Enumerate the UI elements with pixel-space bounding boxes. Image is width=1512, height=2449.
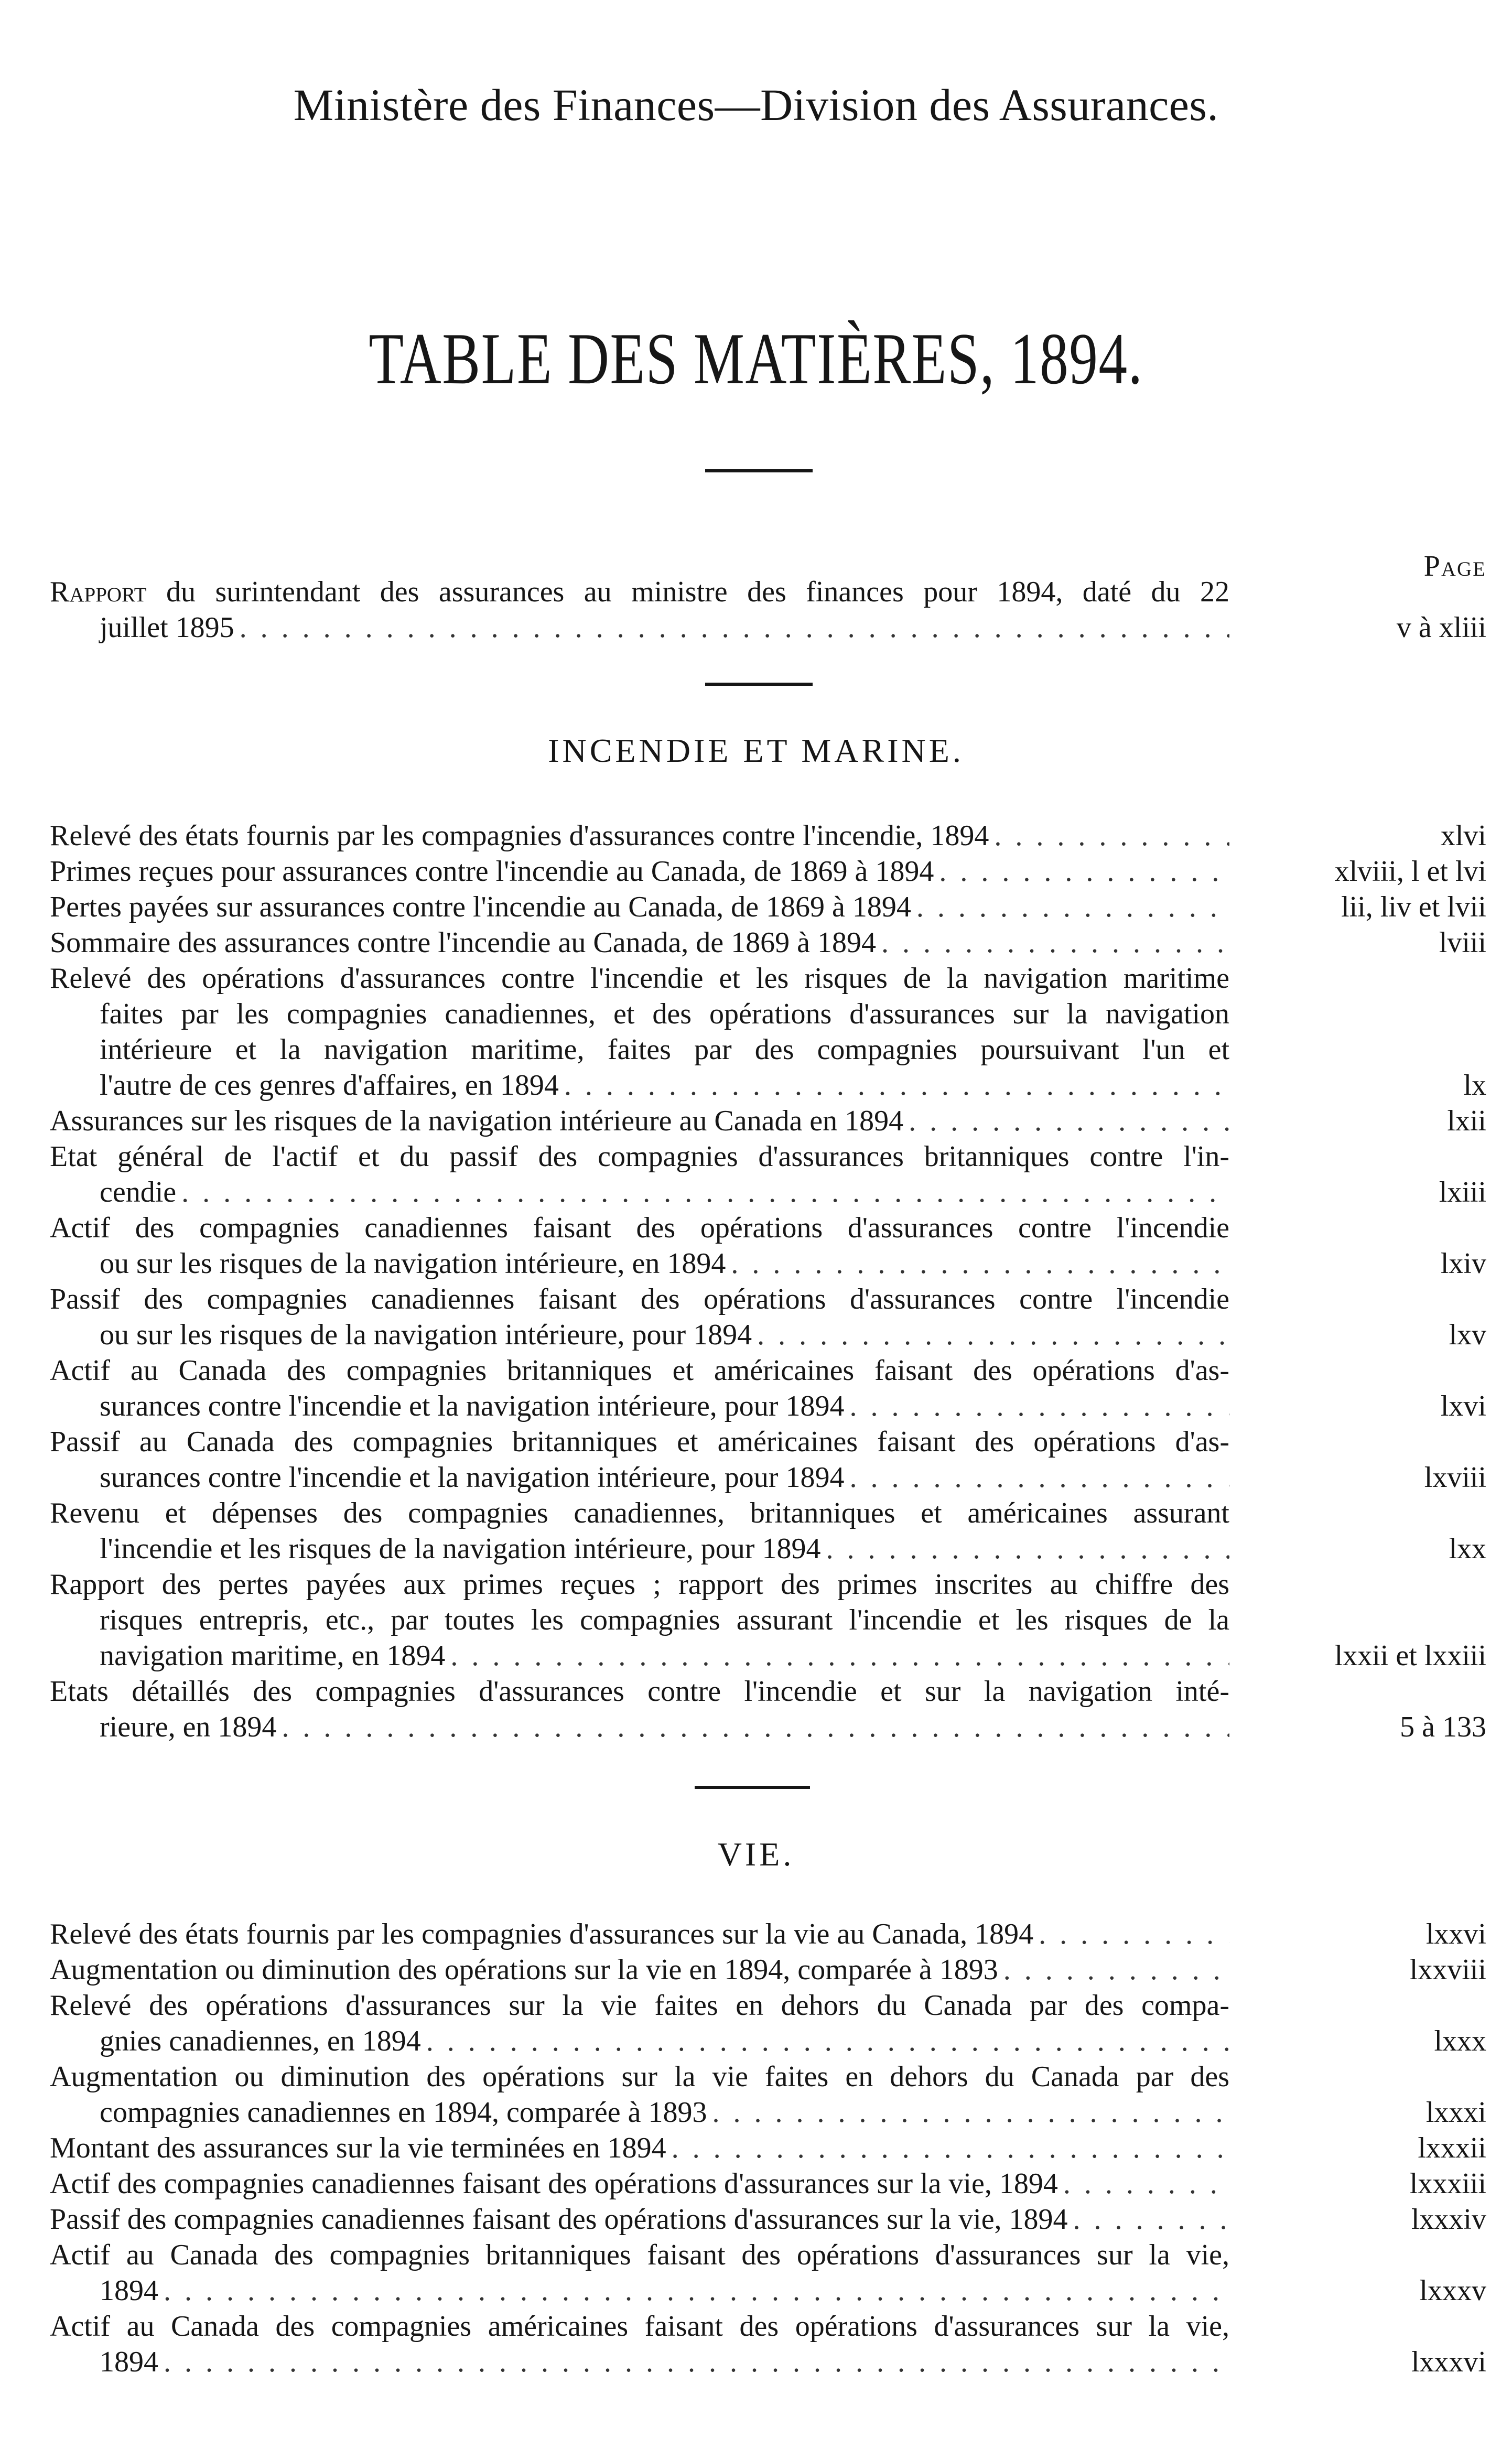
toc-entry — [50, 2202, 1229, 2237]
toc-entry-text: Actif des compagnies canadiennes faisant des opérations d'assurances contre l'incendie — [50, 1212, 1229, 1244]
dot-leader — [849, 1388, 1229, 1424]
toc-entry-line — [50, 2023, 1229, 2059]
toc-entry — [50, 1567, 1229, 1674]
toc-page-ref: lxxxii — [1418, 2132, 1486, 2164]
toc-page-ref: lxx — [1449, 1533, 1486, 1565]
document-title — [0, 318, 1512, 400]
toc-entry — [50, 818, 1229, 854]
toc-page-ref: lxxx — [1434, 2025, 1486, 2057]
toc-entry-text: rieure, en 1894 — [100, 1711, 277, 1743]
dot-leader — [564, 1067, 1229, 1103]
toc-entry-text: navigation maritime, en 1894 — [100, 1639, 446, 1672]
toc-entry-line — [50, 2202, 1229, 2237]
toc-entry-line — [50, 1067, 1229, 1103]
toc-entry-text: Augmentation ou diminution des opérations sur la vie faites en dehors du Canada par des — [50, 2060, 1229, 2093]
toc-entry-line — [50, 1916, 1229, 1952]
toc-page-ref: xlvi — [1440, 819, 1486, 852]
toc-entry-text: intérieure et la navigation maritime, faites par des compagnies poursuivant l'un et — [100, 1033, 1229, 1066]
rapport-lead: Rapport — [50, 576, 147, 608]
document-title-text: TABLE DES MATIÈRES, 1894. — [369, 318, 1143, 400]
dot-leader — [1039, 1916, 1229, 1952]
toc-page-ref: v à xliii — [1396, 611, 1486, 644]
toc-entry-line — [50, 1246, 1229, 1281]
toc-entry-line — [50, 1139, 1229, 1174]
dot-leader — [994, 818, 1229, 854]
dot-leader — [181, 1174, 1229, 1210]
toc-entry-text: Relevé des opérations d'assurances contre l'incendie et les risques de la navigation maritime — [50, 962, 1229, 995]
toc-entry — [50, 925, 1229, 961]
dot-leader — [826, 1531, 1229, 1567]
toc-entry-text: Etats détaillés des compagnies d'assurances contre l'incendie et sur la navigation inté- — [50, 1675, 1229, 1708]
section-heading-incendie: INCENDIE ET MARINE. — [548, 732, 964, 769]
dot-leader — [672, 2130, 1229, 2166]
toc-entry — [50, 2237, 1229, 2308]
toc-entry-line — [50, 1988, 1229, 2023]
toc-entry-text: surances contre l'incendie et la navigation intérieure, pour 1894 — [100, 1461, 845, 1494]
toc-page-ref: lxxxvi — [1411, 2346, 1486, 2378]
toc-page-ref: lxiii — [1439, 1176, 1486, 1209]
toc-entry-text: Actif au Canada des compagnies britanniques faisant des opérations d'assurances sur la vie, — [50, 2239, 1229, 2271]
toc-entry-line — [50, 1952, 1229, 1988]
toc-entry-line — [50, 1460, 1229, 1495]
toc-entry-text: Primes reçues pour assurances contre l'incendie au Canada, de 1869 à 1894 — [50, 855, 934, 888]
rapport-line-1: du surintendant des assurances au ministre des finances pour 1894, daté du 22 — [166, 576, 1229, 608]
toc-page-ref: lxxii et lxxiii — [1334, 1639, 1486, 1672]
toc-entry-text: gnies canadiennes, en 1894 — [100, 2025, 421, 2057]
toc-entry-line — [50, 2273, 1229, 2308]
toc-entry-line — [50, 854, 1229, 889]
toc-entry-text: Pertes payées sur assurances contre l'incendie au Canada, de 1869 à 1894 — [50, 891, 911, 923]
toc-entry-line — [50, 1495, 1229, 1531]
divider-rule — [705, 683, 813, 686]
dot-leader — [757, 1317, 1229, 1353]
toc-entry — [50, 1916, 1229, 1952]
toc-page-ref: 5 à 133 — [1400, 1711, 1486, 1743]
toc-entry-text: Passif des compagnies canadiennes faisant des opérations d'assurances contre l'incendie — [50, 1283, 1229, 1315]
toc-entry-text: ou sur les risques de la navigation intérieure, en 1894 — [100, 1247, 726, 1280]
toc-entry-line — [50, 1281, 1229, 1317]
toc-entry — [50, 1210, 1229, 1281]
toc-entry-line — [50, 1638, 1229, 1674]
toc-entry-text: Relevé des opérations d'assurances sur la vie faites en dehors du Canada par des compa- — [50, 1989, 1229, 2022]
toc-entry — [50, 1424, 1229, 1495]
toc-page-ref: lxxxiv — [1411, 2203, 1486, 2236]
toc-entry — [50, 2308, 1229, 2380]
dot-leader — [731, 1246, 1229, 1281]
toc-entry-text: 1894 — [100, 2274, 158, 2307]
dot-leader — [712, 2095, 1229, 2130]
toc-entry-line — [50, 2308, 1229, 2344]
toc-entry-line — [50, 1210, 1229, 1246]
divider-rule — [705, 469, 813, 472]
toc-entry-line — [50, 1174, 1229, 1210]
dot-leader — [426, 2023, 1229, 2059]
toc-page-ref: lxxxv — [1419, 2274, 1486, 2307]
toc-entry-text: Sommaire des assurances contre l'incendie au Canada, de 1869 à 1894 — [50, 926, 877, 959]
dot-leader — [1003, 1952, 1229, 1988]
toc-entry — [50, 1988, 1229, 2059]
toc-page-ref: lxviii — [1424, 1461, 1486, 1494]
toc-entry-text: Etat général de l'actif et du passif des compagnies d'assurances britanniques contre l'in- — [50, 1140, 1229, 1173]
toc-entry-line — [50, 996, 1229, 1032]
toc-page-ref: lx — [1463, 1069, 1486, 1102]
toc-entry-text: l'autre de ces genres d'affaires, en 1894 — [100, 1069, 559, 1102]
toc-entry-line — [50, 925, 1229, 961]
toc-entry-line — [50, 2059, 1229, 2095]
divider-rule — [695, 1786, 810, 1789]
toc-entry — [50, 1281, 1229, 1353]
toc-entry-line — [50, 2344, 1229, 2380]
toc-entry-text: ou sur les risques de la navigation intérieure, pour 1894 — [100, 1319, 752, 1351]
dot-leader — [916, 889, 1229, 925]
toc-entry-rapport — [50, 574, 1229, 645]
toc-entry-text: Rapport des pertes payées aux primes reçues ; rapport des primes inscrites au chiffre des — [50, 1568, 1229, 1601]
toc-entry-text: Relevé des états fournis par les compagnies d'assurances sur la vie au Canada, 1894 — [50, 1918, 1034, 1950]
toc-entry — [50, 854, 1229, 889]
toc-entry-line — [50, 1602, 1229, 1638]
toc-entry-text: Revenu et dépenses des compagnies canadiennes, britanniques et américaines assurant — [50, 1497, 1229, 1529]
toc-entry — [50, 1353, 1229, 1424]
toc-entry-line — [50, 961, 1229, 996]
toc-entry — [50, 1952, 1229, 1988]
toc-entry-line — [50, 1388, 1229, 1424]
toc-entry — [50, 961, 1229, 1103]
toc-entry-line — [50, 1353, 1229, 1388]
dot-leader — [1063, 2166, 1229, 2202]
toc-page-ref: xlviii, l et lvi — [1334, 855, 1486, 888]
toc-entry-text: faites par les compagnies canadiennes, et des opérations d'assurances sur la navigation — [100, 998, 1229, 1030]
ministry-header: Ministère des Finances—Division des Assurances. — [293, 80, 1219, 130]
section-heading-vie: VIE. — [717, 1836, 795, 1873]
toc-entry-text: Passif au Canada des compagnies britanniques et américaines faisant des opérations d'as- — [50, 1426, 1229, 1458]
toc-entry — [50, 2059, 1229, 2130]
dot-leader — [909, 1103, 1229, 1139]
toc-entry — [50, 1103, 1229, 1139]
toc-page-ref: lviii — [1439, 926, 1486, 959]
toc-entry-line — [50, 2237, 1229, 2273]
dot-leader — [164, 2344, 1229, 2380]
toc-entry-text: Passif des compagnies canadiennes faisant des opérations d'assurances sur la vie, 1894 — [50, 2203, 1068, 2236]
dot-leader — [939, 854, 1229, 889]
toc-entry-line — [50, 818, 1229, 854]
dot-leader — [240, 610, 1229, 645]
toc-entry-line — [50, 1674, 1229, 1709]
toc-entry-line — [50, 1531, 1229, 1567]
toc-entry-line — [50, 1317, 1229, 1353]
toc-page-ref: lxxvi — [1425, 1918, 1486, 1950]
toc-entry — [50, 889, 1229, 925]
toc-entry-line — [50, 2130, 1229, 2166]
toc-entry-text: Actif des compagnies canadiennes faisant des opérations d'assurances sur la vie, 1894 — [50, 2167, 1058, 2200]
toc-entry-text: Relevé des états fournis par les compagnies d'assurances contre l'incendie, 1894 — [50, 819, 989, 852]
rapport-line-2: juillet 1895 — [100, 611, 234, 644]
toc-entry-text: Actif au Canada des compagnies américaines faisant des opérations d'assurances sur la vie, — [50, 2310, 1229, 2343]
toc-entry — [50, 2166, 1229, 2202]
toc-page-ref: lxxviii — [1409, 1954, 1486, 1986]
toc-entry — [50, 2130, 1229, 2166]
toc-entry-text: cendie — [100, 1176, 177, 1209]
toc-entry-line — [50, 1032, 1229, 1067]
toc-entry-line — [50, 574, 1229, 610]
toc-entry-text: Augmentation ou diminution des opérations sur la vie en 1894, comparée à 1893 — [50, 1954, 998, 1986]
toc-entry-text: Assurances sur les risques de la navigation intérieure au Canada en 1894 — [50, 1105, 904, 1137]
toc-entry-line — [50, 2166, 1229, 2202]
toc-page-ref: lxxxi — [1425, 2096, 1486, 2129]
dot-leader — [282, 1709, 1229, 1745]
toc-entry-line — [50, 1103, 1229, 1139]
page-column-label: Page — [1423, 550, 1486, 582]
toc-entry-line — [50, 889, 1229, 925]
dot-leader — [450, 1638, 1229, 1674]
toc-page-ref: lxv — [1449, 1319, 1486, 1351]
toc-entry-line — [50, 1709, 1229, 1745]
dot-leader — [164, 2273, 1229, 2308]
toc-page-ref: lxii — [1447, 1105, 1486, 1137]
toc-entry-text: Montant des assurances sur la vie terminées en 1894 — [50, 2132, 666, 2164]
toc-entry-text: Actif au Canada des compagnies britanniques et américaines faisant des opérations d'as- — [50, 1354, 1229, 1387]
dot-leader — [1073, 2202, 1229, 2237]
dot-leader — [849, 1460, 1229, 1495]
toc-entry — [50, 1674, 1229, 1745]
toc-entry — [50, 1139, 1229, 1210]
toc-entry-text: risques entrepris, etc., par toutes les compagnies assurant l'incendie et les risques de la — [100, 1604, 1229, 1636]
toc-entry-text: surances contre l'incendie et la navigation intérieure, pour 1894 — [100, 1390, 845, 1422]
toc-entry — [50, 1495, 1229, 1567]
toc-entry-line — [50, 2095, 1229, 2130]
toc-page-ref: lxxxiii — [1409, 2167, 1486, 2200]
toc-entry-line — [50, 610, 1229, 645]
toc-entry-line — [50, 1424, 1229, 1460]
toc-entry-text: compagnies canadiennes en 1894, comparée à 1893 — [100, 2096, 707, 2129]
dot-leader — [881, 925, 1229, 961]
toc-entry-line — [50, 1567, 1229, 1602]
toc-entry-text: 1894 — [100, 2346, 158, 2378]
toc-entry-text: l'incendie et les risques de la navigation intérieure, pour 1894 — [100, 1533, 821, 1565]
toc-page-ref: lxiv — [1440, 1247, 1486, 1280]
toc-page-ref: lii, liv et lvii — [1341, 891, 1486, 923]
toc-page-ref: lxvi — [1440, 1390, 1486, 1422]
